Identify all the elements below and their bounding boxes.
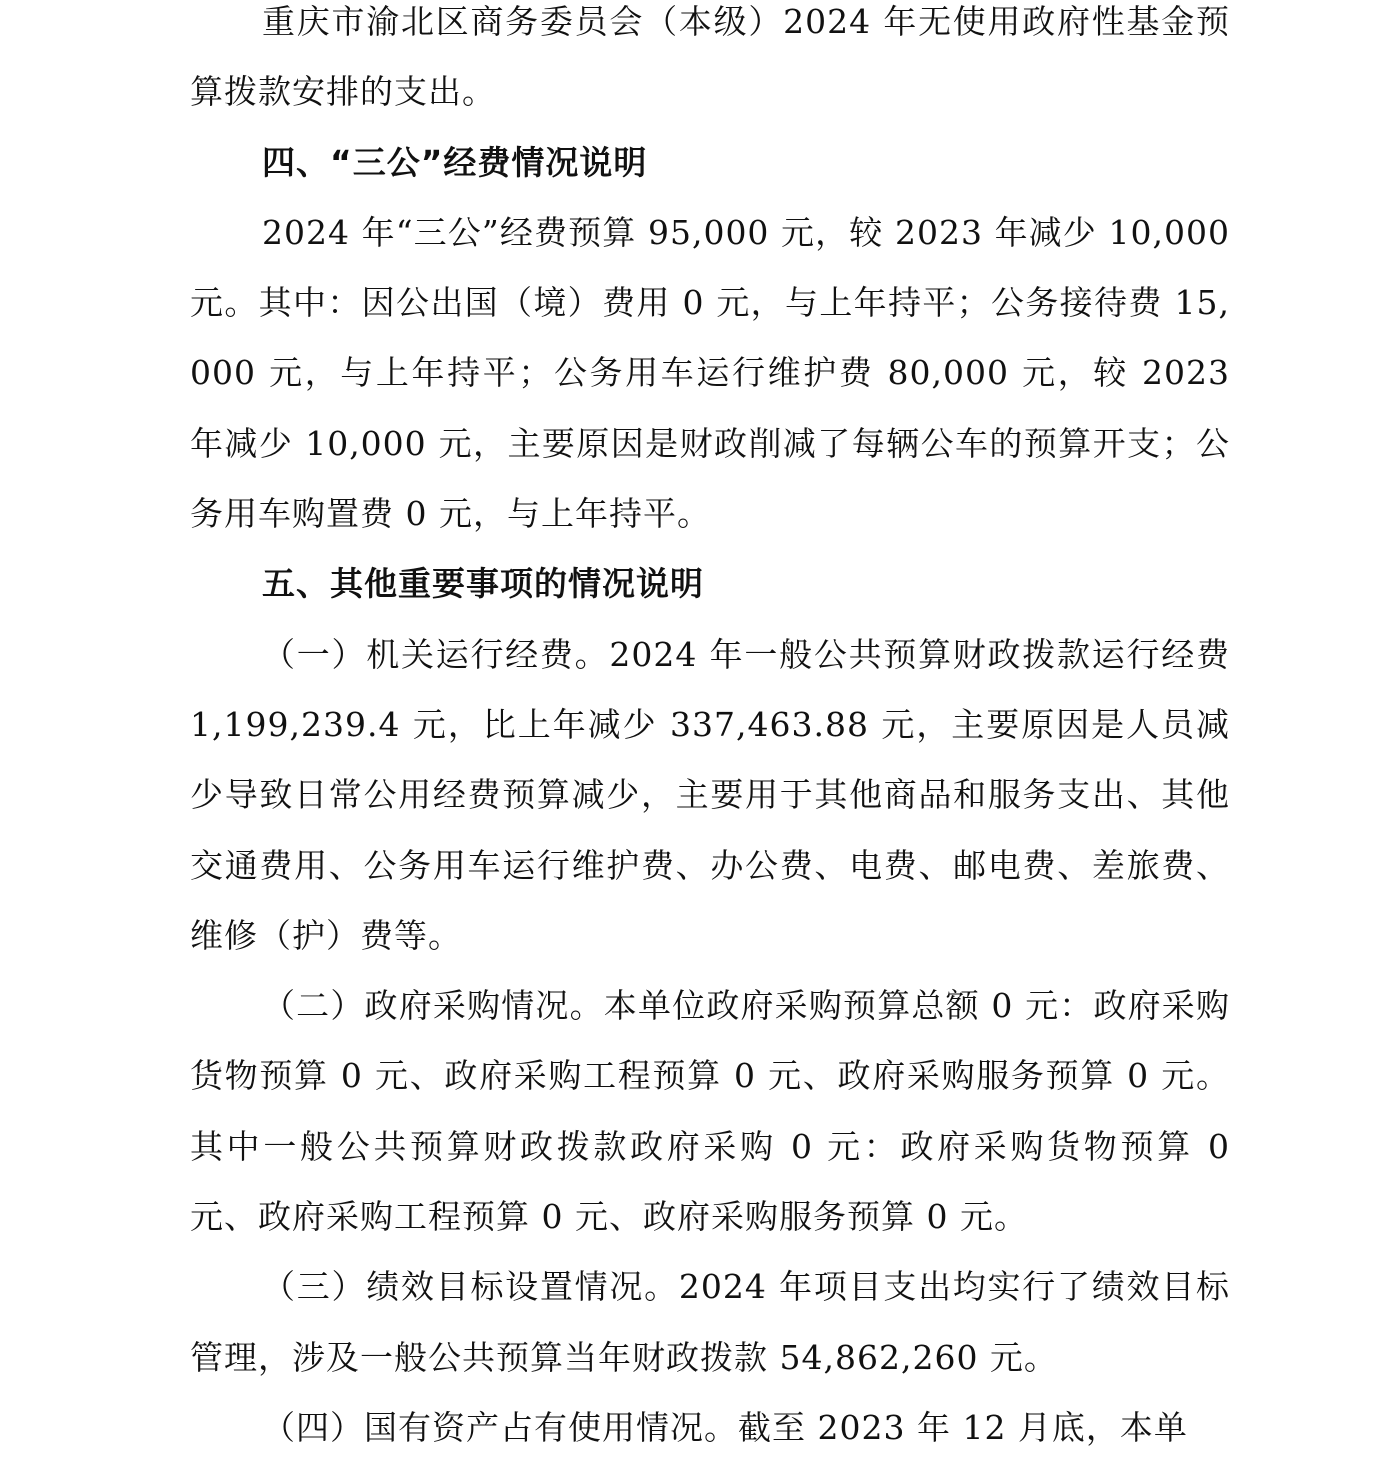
paragraph-fund-budget: 重庆市渝北区商务委员会（本级）2024 年无使用政府性基金预算拨款安排的支出。 <box>190 2 1230 112</box>
document-page <box>190 0 1230 1463</box>
section-heading-other-matters: 五、其他重要事项的情况说明 <box>262 564 704 604</box>
paragraph-performance-targets: （三）绩效目标设置情况。2024 年项目支出均实行了绩效目标管理，涉及一般公共预算当年财政拨款 54,862,260 元。 <box>190 1267 1230 1377</box>
paragraph-operating-expenses: （一）机关运行经费。2024 年一般公共预算财政拨款运行经费 1,199,239.4 元，比上年减少 337,463.88 元，主要原因是人员减少导致日常公用经费预算减少，主要用于其他商品和服务支出、其他交通费用、公务用车运行维护费、办公费、电费、邮电费、差旅费、维修（护）费等。 <box>190 634 1230 955</box>
section-heading-three-public: 四、“三公”经费情况说明 <box>262 142 648 182</box>
paragraph-state-assets: （四）国有资产占有使用情况。截至 2023 年 12 月底，本单 <box>262 1407 1188 1447</box>
paragraph-three-public-expenses: 2024 年“三公”经费预算 95,000 元，较 2023 年减少 10,000 元。其中：因公出国（境）费用 0 元，与上年持平；公务接待费 15,000 元，与上年持平；公务用车运行维护费 80,000 元，较 2023 年减少 10,000 元，主要原因是财政削减了每辆公车的预算开支；公务用车购置费 0 元，与上年持平。 <box>190 212 1230 534</box>
paragraph-government-procurement: （二）政府采购情况。本单位政府采购预算总额 0 元：政府采购货物预算 0 元、政府采购工程预算 0 元、政府采购服务预算 0 元。其中一般公共预算财政拨款政府采购 0 元：政府采购货物预算 0 元、政府采购工程预算 0 元、政府采购服务预算 0 元。 <box>190 986 1230 1237</box>
